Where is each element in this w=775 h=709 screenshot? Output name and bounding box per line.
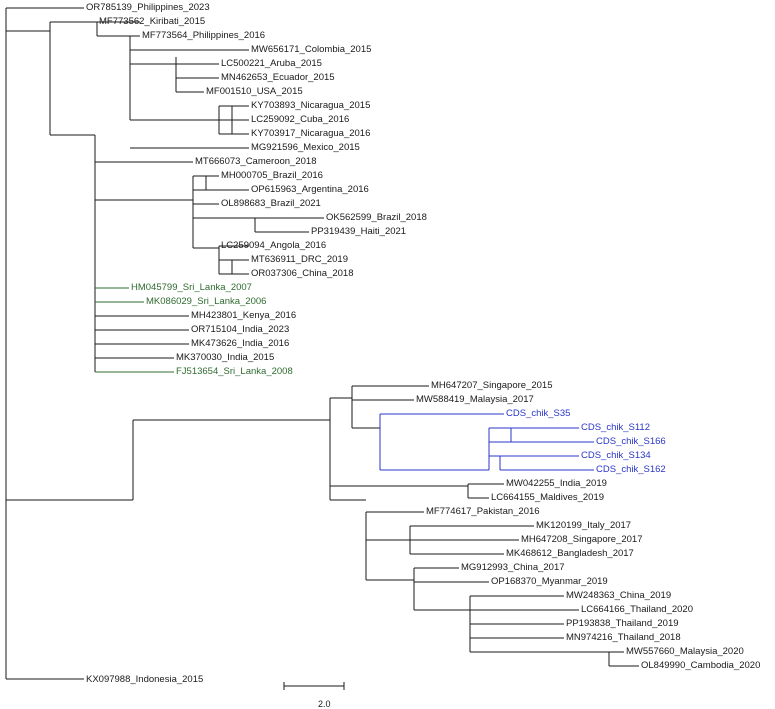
taxon-label: OR715104_India_2023 xyxy=(191,324,290,335)
taxon-label: LC500221_Aruba_2015 xyxy=(221,58,322,69)
taxon-label: MH647207_Singapore_2015 xyxy=(431,380,553,391)
taxon-label: MG921596_Mexico_2015 xyxy=(251,142,360,153)
taxon-label: CDS_chik_S134 xyxy=(581,450,651,461)
taxon-label: MW248363_China_2019 xyxy=(566,590,672,601)
taxon-label: PP319439_Haiti_2021 xyxy=(311,226,407,237)
taxon-label: MF774617_Pakistan_2016 xyxy=(426,506,540,517)
taxon-label: CDS_chik_S166 xyxy=(596,436,666,447)
taxon-label: MN974216_Thailand_2018 xyxy=(566,632,681,643)
taxon-label: MH000705_Brazil_2016 xyxy=(221,170,323,181)
taxon-label: MH647208_Singapore_2017 xyxy=(521,534,643,545)
taxon-label: CDS_chik_S35 xyxy=(506,408,571,419)
taxon-label: KY703917_Nicaragua_2016 xyxy=(251,128,371,139)
taxon-label: OP168370_Myanmar_2019 xyxy=(491,576,608,587)
scale-bar-label: 2.0 xyxy=(318,699,331,709)
taxon-label: MK468612_Bangladesh_2017 xyxy=(506,548,634,559)
taxon-label: MF773564_Philippines_2016 xyxy=(142,30,266,41)
taxon-label: MT636911_DRC_2019 xyxy=(251,254,348,265)
taxon-label: CDS_chik_S162 xyxy=(596,464,666,475)
taxon-label: PP193838_Thailand_2019 xyxy=(566,618,679,629)
taxon-label: CDS_chik_S112 xyxy=(581,422,651,433)
taxon-label: MW557660_Malaysia_2020 xyxy=(626,646,744,657)
taxon-label: OK562599_Brazil_2018 xyxy=(326,212,427,223)
taxon-label: MK473626_India_2016 xyxy=(191,338,290,349)
taxon-label: MW656171_Colombia_2015 xyxy=(251,44,372,55)
taxon-label: MK120199_Italy_2017 xyxy=(536,520,632,531)
taxon-label: LC259094_Angola_2016 xyxy=(221,240,327,251)
taxon-label: OL849990_Cambodia_2020 xyxy=(641,660,761,671)
taxon-label: MG912993_China_2017 xyxy=(461,562,565,573)
taxon-label: MF773562_Kiribati_2015 xyxy=(99,16,206,27)
taxon-label: OL898683_Brazil_2021 xyxy=(221,198,321,209)
taxon-label: MW588419_Malaysia_2017 xyxy=(416,394,534,405)
taxon-label: MT666073_Cameroon_2018 xyxy=(195,156,317,167)
taxon-label: MK370030_India_2015 xyxy=(176,352,275,363)
taxon-label: HM045799_Sri_Lanka_2007 xyxy=(131,282,252,293)
taxon-label: FJ513654_Sri_Lanka_2008 xyxy=(176,366,293,377)
taxon-label: OR785139_Philippines_2023 xyxy=(86,2,210,13)
taxon-label: MN462653_Ecuador_2015 xyxy=(221,72,335,83)
taxon-label: LC259092_Cuba_2016 xyxy=(251,114,350,125)
taxon-label: MF001510_USA_2015 xyxy=(206,86,303,97)
taxon-label: KY703893_Nicaragua_2015 xyxy=(251,100,371,111)
taxon-label: MW042255_India_2019 xyxy=(506,478,607,489)
taxon-label: LC664166_Thailand_2020 xyxy=(581,604,693,615)
taxon-label: MH423801_Kenya_2016 xyxy=(191,310,297,321)
taxon-label: LC664155_Maldives_2019 xyxy=(491,492,605,503)
taxon-label: KX097988_Indonesia_2015 xyxy=(86,674,204,685)
taxon-label: OP615963_Argentina_2016 xyxy=(251,184,369,195)
taxon-label: MK086029_Sri_Lanka_2006 xyxy=(146,296,267,307)
taxon-label: OR037306_China_2018 xyxy=(251,268,354,279)
